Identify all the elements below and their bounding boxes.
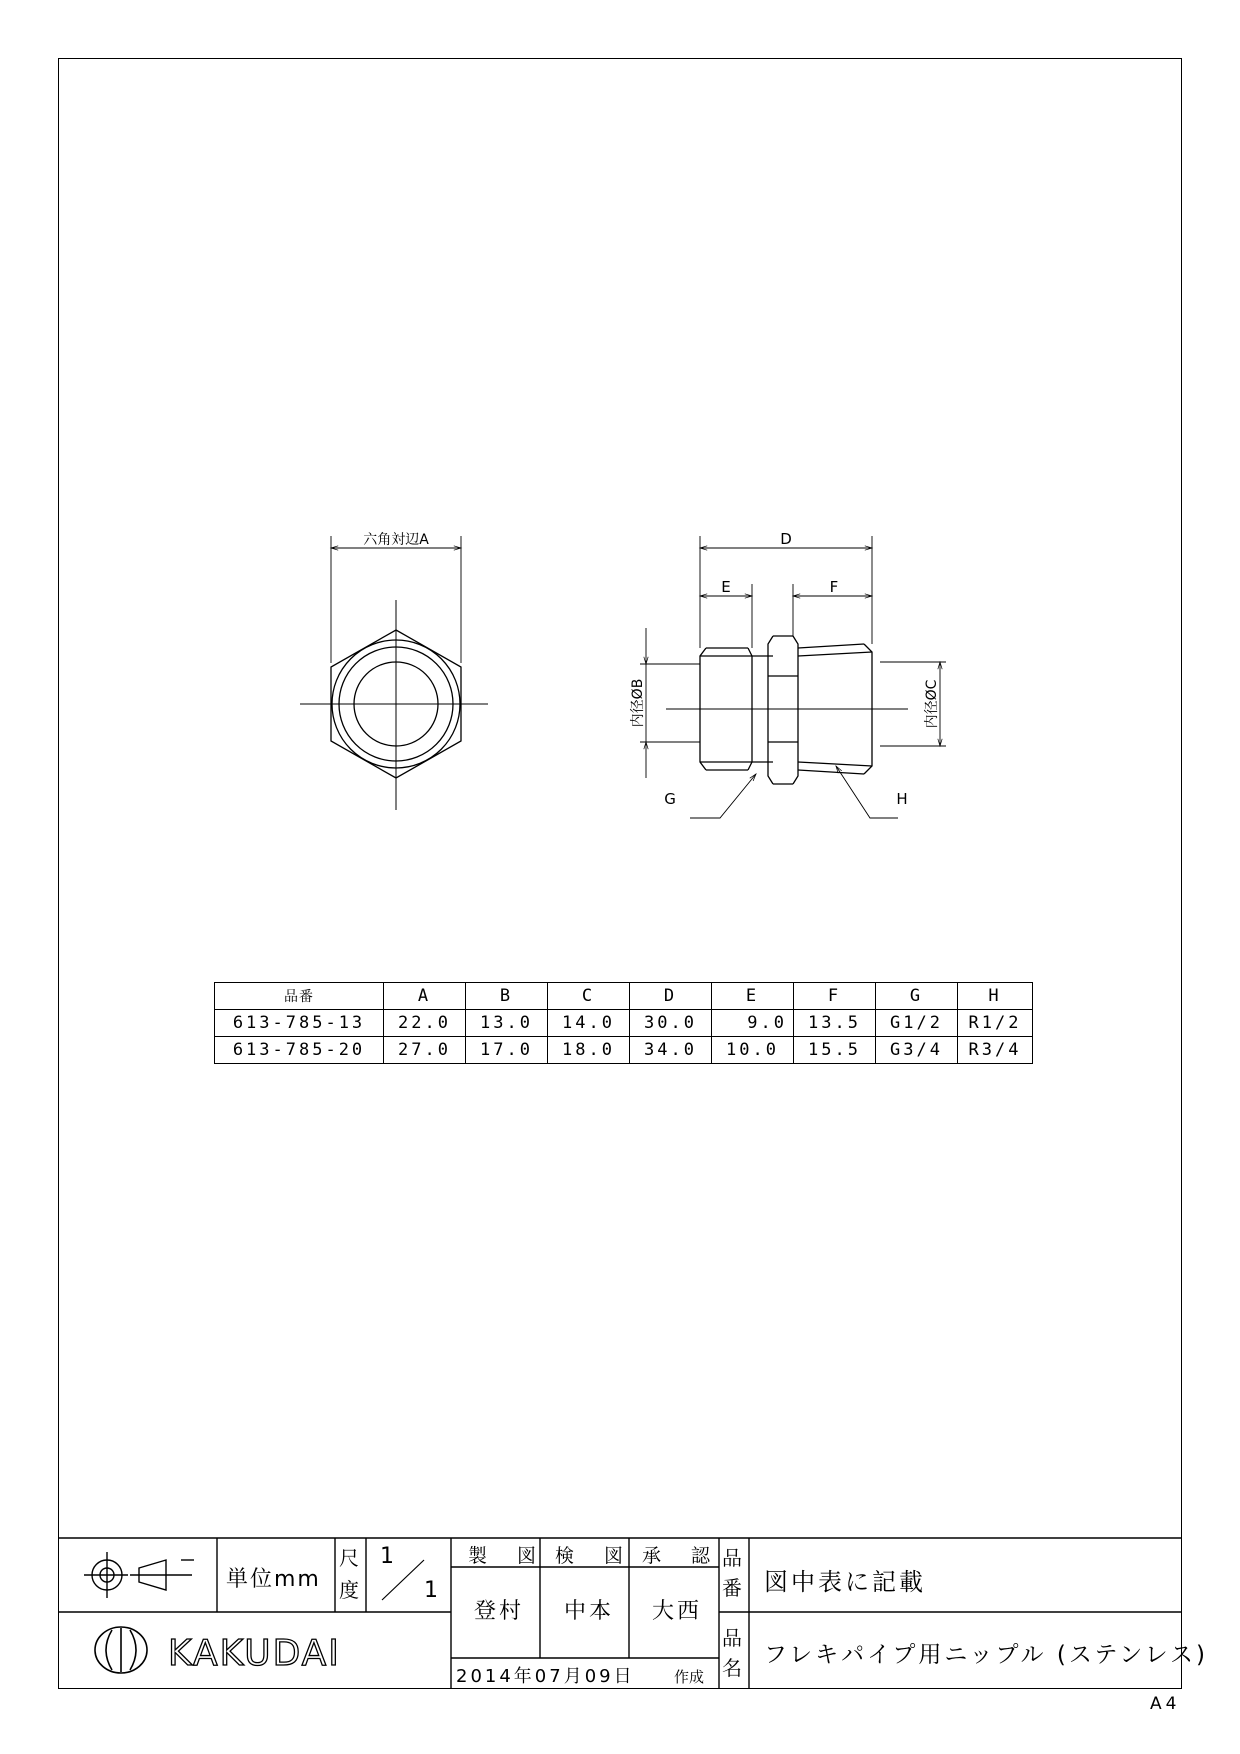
- cell-e: 9.0: [712, 1010, 794, 1037]
- cell-d: 34.0: [630, 1037, 712, 1064]
- part-no-label-1: 品: [722, 1546, 742, 1570]
- part-name-label-2: 名: [722, 1656, 742, 1680]
- company-wordmark: KAKUDAI: [168, 1633, 341, 1674]
- title-block-text: [58, 1538, 1208, 1689]
- spec-header-row: [215, 983, 1033, 1010]
- header-c: C: [548, 983, 630, 1010]
- header-h: H: [958, 983, 1033, 1010]
- unit-label: 単位mm: [226, 1567, 321, 1592]
- cell-c: 14.0: [548, 1010, 630, 1037]
- header-b: B: [466, 983, 548, 1010]
- scale-label-1: 尺: [339, 1546, 359, 1570]
- cell-b: 13.0: [466, 1010, 548, 1037]
- cell-a: 22.0: [384, 1010, 466, 1037]
- scale-numerator: 1: [380, 1544, 394, 1569]
- leader-h-label: H: [896, 790, 908, 808]
- header-e: E: [712, 983, 794, 1010]
- cell-part-no: 613-785-20: [215, 1037, 384, 1064]
- approved-label: 承 認: [642, 1545, 723, 1567]
- drawn-by: 登村: [474, 1599, 525, 1624]
- checked-by: 中本: [564, 1599, 615, 1624]
- cell-f: 15.5: [794, 1037, 876, 1064]
- cell-b: 17.0: [466, 1037, 548, 1064]
- dim-e-label: E: [721, 578, 731, 596]
- header-a: A: [384, 983, 466, 1010]
- part-name-label-1: 品: [722, 1626, 742, 1650]
- hex-dimension-label: 六角対辺A: [363, 532, 429, 548]
- scale-denominator: 1: [424, 1578, 438, 1603]
- dim-d-label: D: [780, 530, 792, 548]
- table-row: [215, 1037, 1033, 1064]
- checked-label: 検 図: [555, 1545, 636, 1567]
- approved-by: 大西: [652, 1599, 703, 1624]
- created-label: 作成: [674, 1668, 705, 1686]
- header-f: F: [794, 983, 876, 1010]
- drawing-date: 2014年07月09日: [456, 1666, 635, 1687]
- cell-a: 27.0: [384, 1037, 466, 1064]
- header-d: D: [630, 983, 712, 1010]
- drawn-label: 製 図: [468, 1545, 549, 1567]
- cell-part-no: 613-785-13: [215, 1010, 384, 1037]
- cell-g: G1/2: [876, 1010, 958, 1037]
- cell-f: 13.5: [794, 1010, 876, 1037]
- part-no-label-2: 番: [722, 1576, 742, 1600]
- leader-g-label: G: [664, 790, 676, 808]
- cell-h: R3/4: [958, 1037, 1033, 1064]
- cell-e: 10.0: [712, 1037, 794, 1064]
- side-view: [640, 536, 946, 818]
- cell-h: R1/2: [958, 1010, 1033, 1037]
- scale-label-2: 度: [339, 1578, 359, 1602]
- cell-c: 18.0: [548, 1037, 630, 1064]
- dim-f-label: F: [829, 578, 839, 596]
- sheet-size-label: A4: [1150, 1694, 1181, 1714]
- dim-c-label: 内径ØC: [924, 679, 940, 729]
- header-g: G: [876, 983, 958, 1010]
- cell-d: 30.0: [630, 1010, 712, 1037]
- dim-b-label: 内径ØB: [630, 678, 646, 728]
- part-name-value: フレキパイプ用ニップル (ステンレス): [764, 1642, 1208, 1668]
- header-part-no: 品番: [215, 983, 384, 1010]
- front-view: [300, 536, 488, 810]
- part-no-value: 図中表に記載: [764, 1568, 926, 1596]
- cell-g: G3/4: [876, 1037, 958, 1064]
- spec-table: [214, 982, 1033, 1064]
- table-row: [215, 1010, 1033, 1037]
